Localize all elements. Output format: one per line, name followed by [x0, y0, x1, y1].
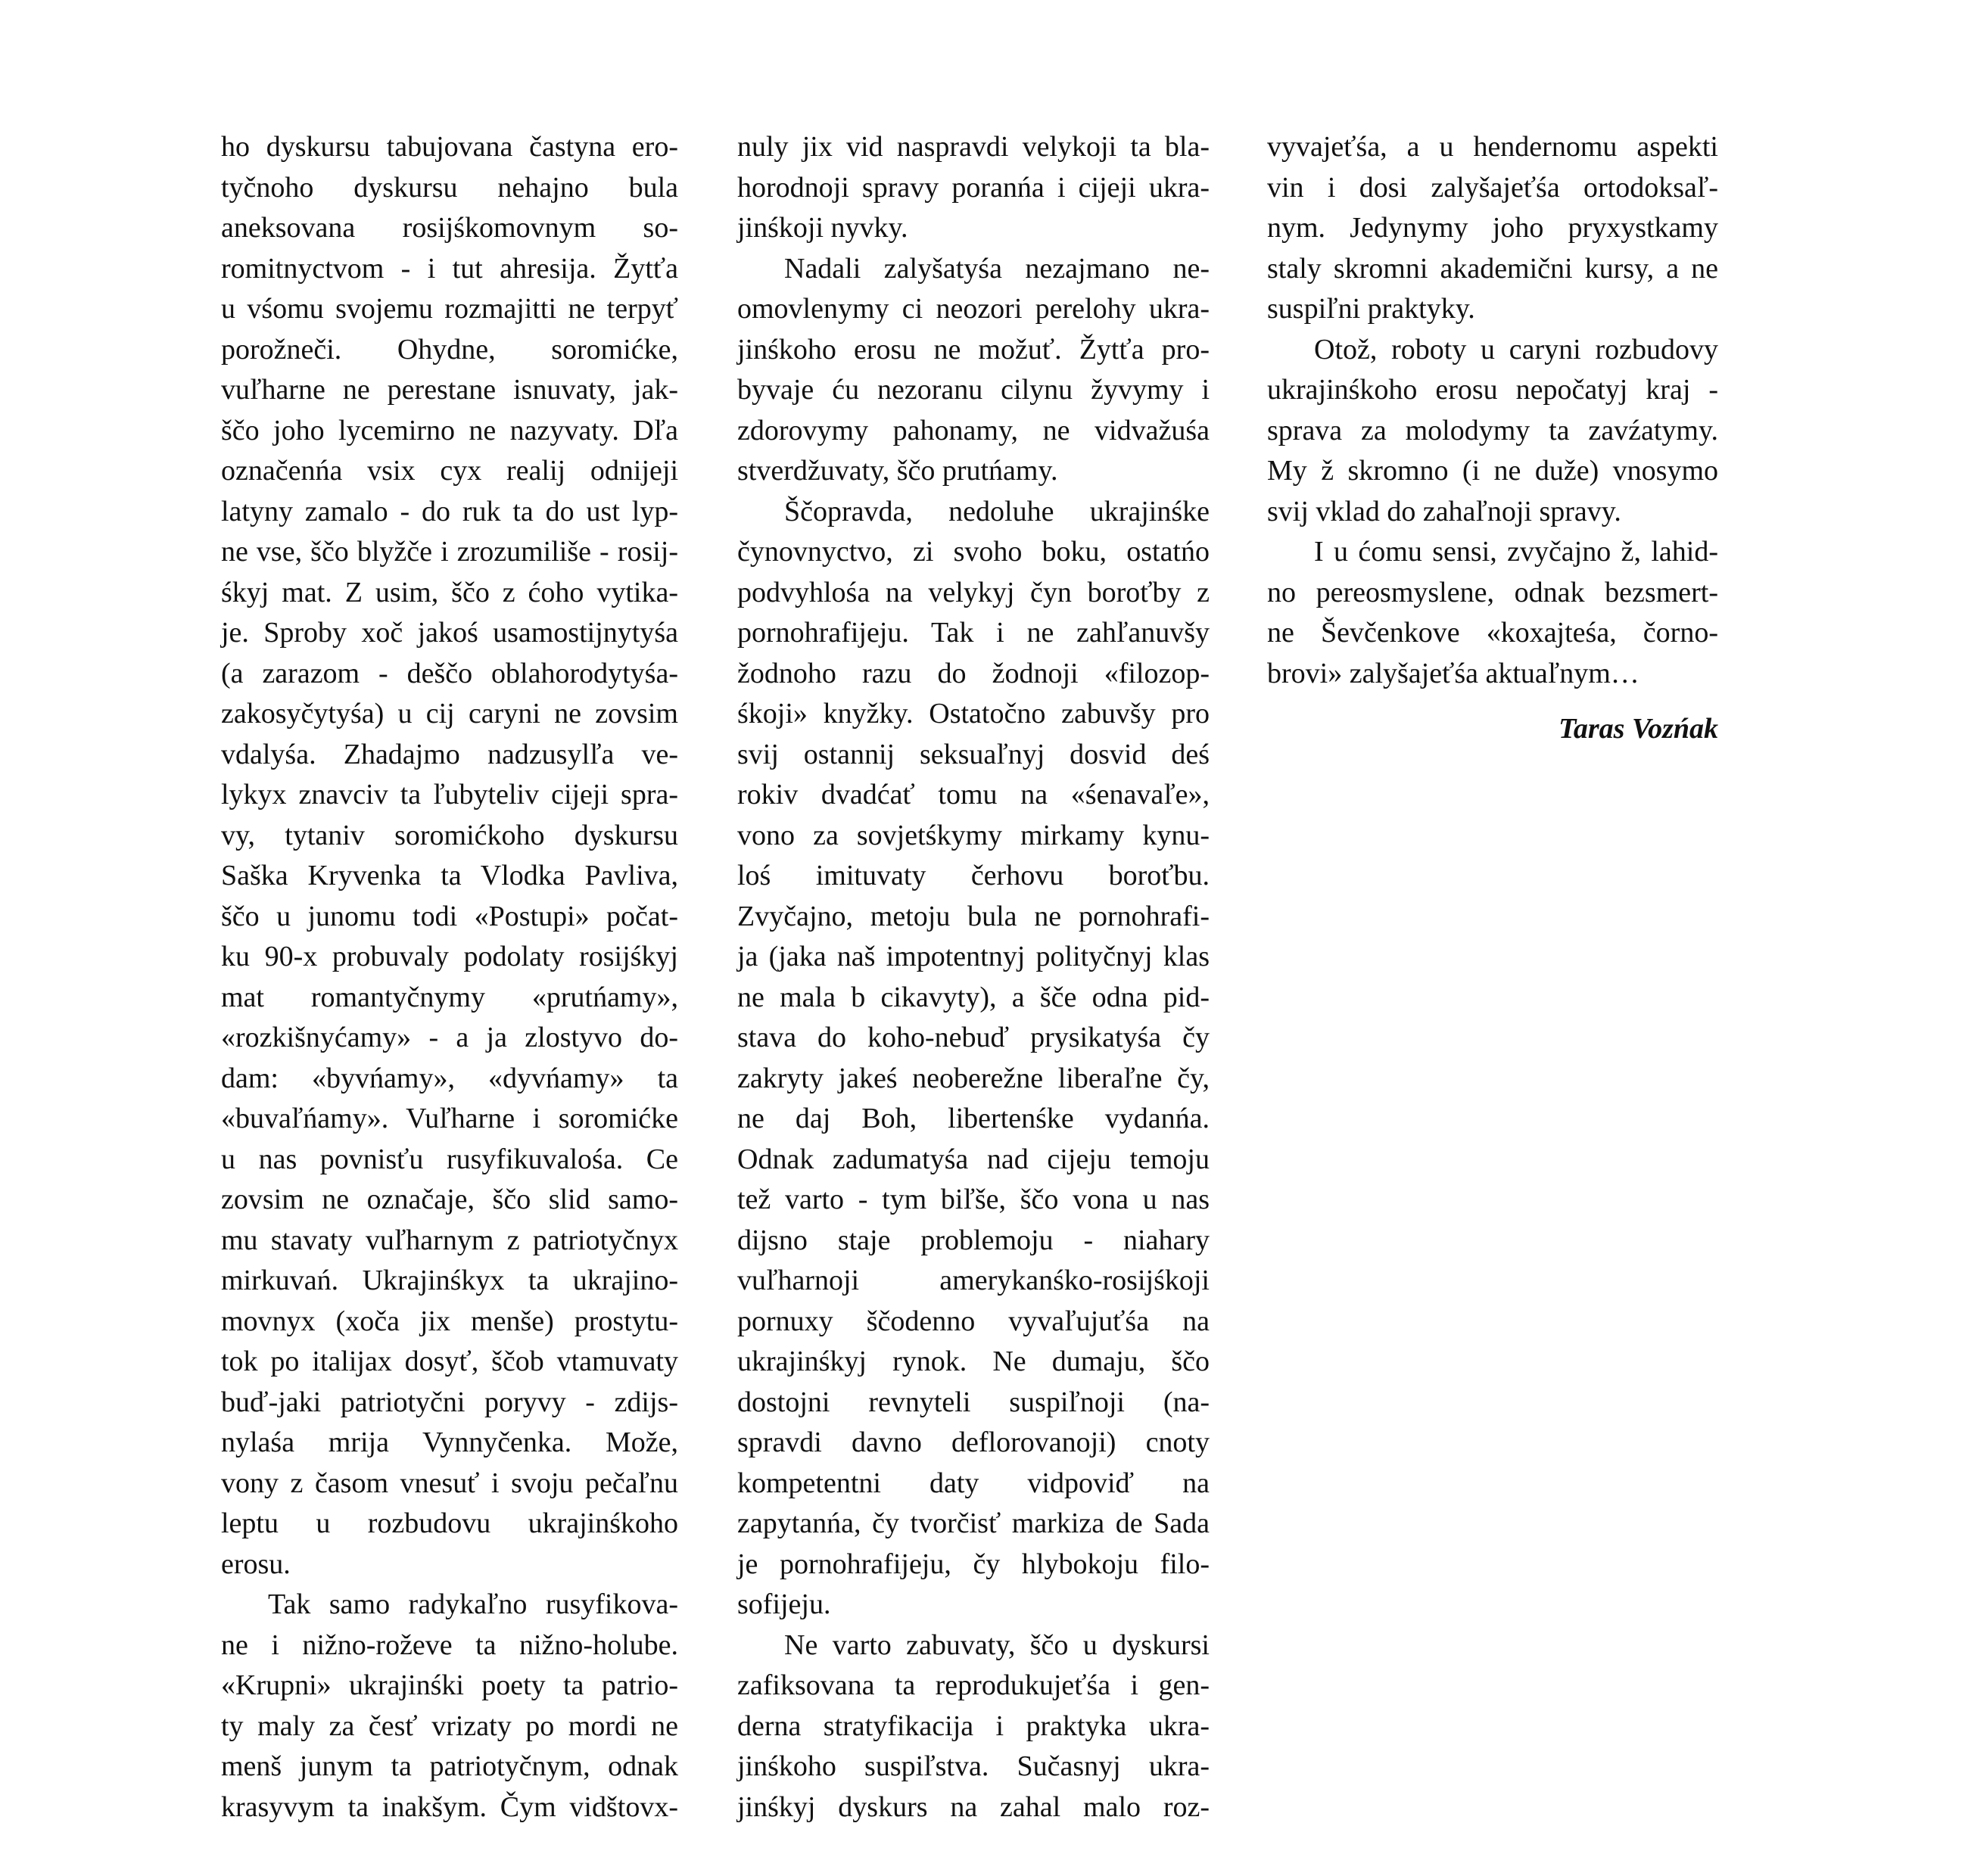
- text-line: zovsim ne označaje, ščo slid samo-: [221, 1184, 678, 1215]
- text-line: Zvyčajno, metoju bula ne pornohrafi-: [737, 900, 1210, 932]
- text-line: menš junym ta patriotyčnym, odnak: [221, 1750, 678, 1782]
- text-line: zdorovymy pahonamy, ne vidvažuśa: [737, 414, 1210, 446]
- text-line: nuly jix vid naspravdi velykoji ta bla-: [737, 131, 1210, 163]
- text-line: Otož, roboty u caryni rozbudovy: [1314, 333, 1718, 366]
- text-line: aneksovana rosijśkomovnym so-: [221, 212, 678, 244]
- text-line: no pereosmyslene, odnak bezsmert-: [1267, 576, 1718, 608]
- text-line: ne i nižno-roževe ta nižno-holube.: [221, 1629, 678, 1661]
- author-signature: Taras Vozńak: [1559, 713, 1718, 745]
- text-line: ho dyskursu tabujovana častyna ero-: [221, 131, 678, 163]
- text-line: svij ostannij seksuaľnyj dosvid deś: [737, 738, 1210, 770]
- text-line: romitnyctvom - i tut ahresija. Žytťa: [221, 252, 678, 285]
- text-column-3: [1267, 127, 1718, 750]
- text-line: vin i dosi zalyšajeťśa ortodoksaľ-: [1267, 171, 1718, 204]
- text-line: ku 90-x probuvaly podolaty rosijśkyj: [221, 941, 678, 972]
- text-line: Odnak zadumatyśa nad cijeju temoju: [737, 1143, 1210, 1175]
- text-line: kompetentni daty vidpoviď na: [737, 1467, 1210, 1499]
- text-line: latyny zamalo - do ruk ta do ust lyp-: [221, 495, 678, 527]
- text-line: vono za sovjetśkymy mirkamy kynu-: [737, 819, 1210, 851]
- text-line: nylaśa mrija Vynnyčenka. Može,: [221, 1426, 678, 1458]
- text-line: vy, tytaniv soromićkoho dyskursu: [221, 819, 678, 851]
- text-line: porožneči. Ohydne, soromićke,: [221, 333, 678, 366]
- text-line: zakosyčytyśa) u cij caryni ne zovsim: [221, 698, 678, 730]
- text-line: mat romantyčnymy «prutńamy»,: [221, 981, 678, 1013]
- text-line: Tak samo radykaľno rusyfikova-: [268, 1588, 678, 1620]
- text-line: ne Ševčenkove «koxajteśa, čorno-: [1267, 617, 1718, 649]
- text-line: zapytanńa, čy tvorčisť markiza de Sada: [737, 1507, 1210, 1539]
- text-line: Nadali zalyšatyśa nezajmano ne-: [784, 252, 1210, 285]
- text-line: je. Sproby xoč jakoś usamostijnytyśa: [221, 617, 678, 649]
- text-line: vyvajeťśa, a u hendernomu aspekti: [1267, 131, 1718, 163]
- text-line: krasyvym ta inakšym. Čym vidštovx-: [221, 1790, 678, 1823]
- text-column-2: [737, 127, 1210, 1828]
- text-line: śkyj mat. Z usim, ščo z ćoho vytika-: [221, 576, 678, 608]
- text-line: stverdžuvaty, ščo prutńamy.: [737, 455, 1058, 487]
- text-line: suspiľni praktyky.: [1267, 293, 1475, 325]
- text-line: je pornohrafijeju, čy hlybokoju filo-: [737, 1548, 1210, 1580]
- text-column-1: [221, 127, 678, 1828]
- text-line: buď-jaki patriotyčni poryvy - zdijs-: [221, 1386, 678, 1418]
- text-line: vuľharnoji amerykanśko-rosijśkoji: [737, 1265, 1210, 1296]
- text-line: ščo joho lycemirno ne nazyvaty. Dľa: [221, 414, 678, 446]
- text-line: loś imituvaty čerhovu boroťbu.: [737, 860, 1210, 891]
- text-line: tyčnoho dyskursu nehajno bula: [221, 171, 678, 204]
- text-line: tok po italijax dosyť, ščob vtamuvaty: [221, 1346, 678, 1377]
- text-line: zafiksovana ta reprodukujeťśa i gen-: [737, 1669, 1210, 1701]
- text-line: dostojni revnyteli suspiľnoji (na-: [737, 1386, 1210, 1418]
- text-line: movnyx (xoča jix menše) prostytu-: [221, 1305, 678, 1337]
- text-line: (a zarazom - deščo oblahorodytyśa-: [221, 657, 678, 689]
- text-line: derna stratyfikacija i praktyka ukra-: [737, 1710, 1210, 1742]
- text-line: erosu.: [221, 1548, 291, 1580]
- text-line: ščo u junomu todi «Postupi» počat-: [221, 900, 678, 932]
- text-line: «buvaľńamy». Vuľharne i soromićke: [221, 1103, 678, 1134]
- text-line: ne mala b cikavyty), a šče odna pid-: [737, 981, 1210, 1013]
- text-line: ty maly za česť vrizaty po mordi ne: [221, 1710, 678, 1742]
- text-line: jinśkoji nyvky.: [737, 212, 908, 244]
- text-line: stava do koho-nebuď prysikatyśa čy: [737, 1022, 1210, 1053]
- text-line: staly skromni akademični kursy, a ne: [1267, 252, 1718, 285]
- text-line: byvaje ću nezoranu cilynu žyvymy i: [737, 374, 1210, 406]
- text-line: Saška Kryvenka ta Vlodka Pavliva,: [221, 860, 678, 891]
- text-line: śkoji» knyžky. Ostatočno zabuvšy pro: [737, 698, 1210, 730]
- text-line: vony z časom vnesuť i svoju pečaľnu: [221, 1467, 678, 1499]
- text-line: u vśomu svojemu rozmajitti ne terpyť: [221, 293, 678, 325]
- text-line: ja (jaka naš impotentnyj polityčnyj klas: [737, 941, 1210, 972]
- text-line: sofijeju.: [737, 1588, 831, 1620]
- text-column-3-lines: [1267, 127, 1718, 694]
- text-line: žodnoho razu do žodnoji «filozop-: [737, 657, 1210, 689]
- text-line: sprava za molodymy ta zavźatymy.: [1267, 414, 1718, 446]
- text-line: mirkuvań. Ukrajinśkyx ta ukrajino-: [221, 1265, 678, 1296]
- text-line: jinśkoho suspiľstva. Sučasnyj ukra-: [737, 1750, 1210, 1782]
- text-line: spravdi davno deflorovanoji) cnoty: [737, 1426, 1210, 1458]
- text-line: u nas povnisťu rusyfikuvalośa. Ce: [221, 1143, 678, 1175]
- text-line: omovlenymy ci neozori perelohy ukra-: [737, 293, 1210, 325]
- text-line: mu stavaty vuľharnym z patriotyčnyx: [221, 1224, 678, 1256]
- text-line: lykyx znavciv ta ľubyteliv cijeji spra-: [221, 779, 678, 810]
- text-line: My ž skromno (i ne duže) vnosymo: [1267, 455, 1718, 487]
- text-line: svij vklad do zahaľnoji spravy.: [1267, 495, 1621, 527]
- text-line: leptu u rozbudovu ukrajinśkoho: [221, 1507, 678, 1539]
- text-line: označenńa vsix cyx realij odnijeji: [221, 455, 678, 487]
- text-line: nym. Jedynymy joho pryxystkamy: [1267, 212, 1718, 244]
- text-line: jinśkoho erosu ne možuť. Žytťa pro-: [737, 333, 1210, 366]
- text-line: jinśkyj dyskurs na zahal malo roz-: [737, 1790, 1210, 1823]
- text-line: «rozkišnyćamy» - a ja zlostyvo do-: [221, 1022, 678, 1053]
- text-line: Ščopravda, nedoluhe ukrajinśke: [784, 495, 1210, 527]
- text-line: čynovnyctvo, zi svoho boku, ostatńo: [737, 536, 1210, 568]
- text-line: ukrajinśkoho erosu nepočatyj kraj -: [1267, 374, 1718, 406]
- text-line: vuľharne ne perestane isnuvaty, jak-: [221, 374, 678, 406]
- text-line: podvyhlośa na velykyj čyn boroťby z: [737, 576, 1210, 608]
- text-line: pornuxy ščodenno vyvaľujuťśa na: [737, 1305, 1210, 1337]
- text-line: dam: «byvńamy», «dyvńamy» ta: [221, 1062, 678, 1094]
- text-line: pornohrafijeju. Tak i ne zahľanuvšy: [737, 617, 1210, 649]
- text-line: ne vse, ščo blyžče i zrozumiliše - rosij-: [221, 536, 678, 568]
- text-line: Ne varto zabuvaty, ščo u dyskursi: [784, 1629, 1210, 1661]
- text-line: brovi» zalyšajeťśa aktuaľnym…: [1267, 657, 1639, 689]
- text-line: ne daj Boh, libertenśke vydanńa.: [737, 1103, 1210, 1134]
- text-line: rokiv dvadćať tomu na «śenavaľe»,: [737, 779, 1210, 810]
- text-line: ukrajinśkyj rynok. Ne dumaju, ščo: [737, 1346, 1210, 1377]
- text-line: horodnoji spravy poranńa i cijeji ukra-: [737, 171, 1210, 204]
- text-line: vdalyśa. Zhadajmo nadzusylľa ve-: [221, 738, 678, 770]
- text-line: tež varto - tym biľše, ščo vona u nas: [737, 1184, 1210, 1215]
- text-line: zakryty jakeś neoberežne liberaľne čy,: [737, 1062, 1210, 1094]
- text-line: dijsno staje problemoju - niahary: [737, 1224, 1210, 1256]
- text-line: I u ćomu sensi, zvyčajno ž, lahid-: [1314, 536, 1718, 568]
- text-line: «Krupni» ukrajinśki poety ta patrio-: [221, 1669, 678, 1701]
